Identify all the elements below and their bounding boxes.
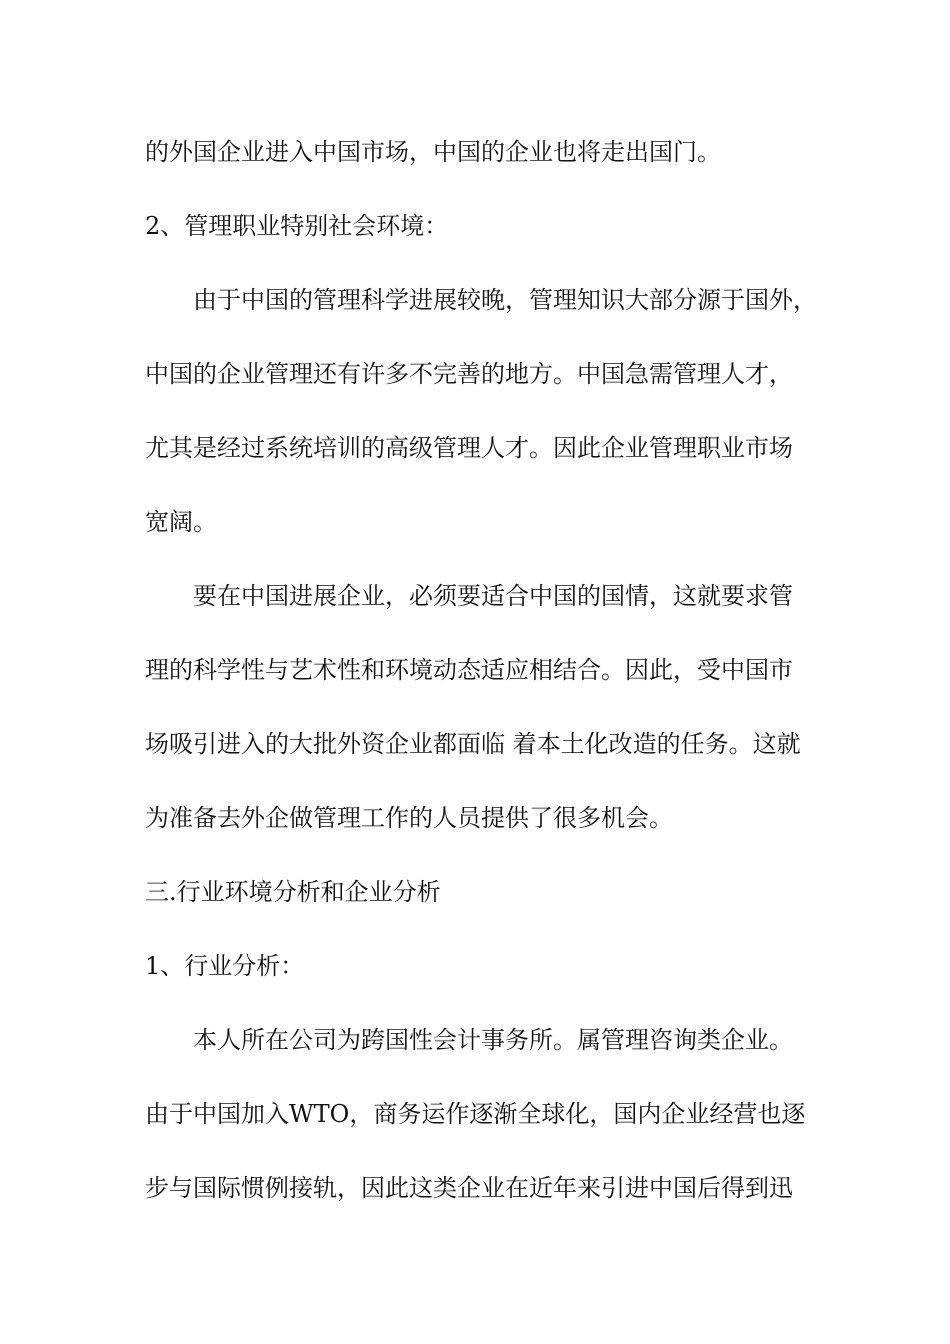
text-line: 宽阔。 [145, 508, 217, 536]
section-heading: 三.行业环境分析和企业分析 [145, 878, 441, 906]
text-line: 的外国企业进入中国市场，中国的企业也将走出国门。 [145, 138, 721, 166]
paragraph-start: 由于中国的管理科学进展较晚，管理知识大部分源于国外， [193, 286, 817, 314]
text-line: 由于中国加入WTO，商务运作逐渐全球化，国内企业经营也逐 [145, 1100, 806, 1128]
text-line: 场吸引进入的大批外资企业都面临 着本土化改造的任务。这就 [145, 730, 801, 758]
text-line: 为准备去外企做管理工作的人员提供了很多机会。 [145, 804, 673, 832]
text-line: 中国的企业管理还有许多不完善的地方。中国急需管理人才， [145, 360, 793, 388]
section-heading: 1、行业分析： [145, 952, 305, 980]
text-line: 理的科学性与艺术性和环境动态适应相结合。因此，受中国市 [145, 656, 793, 684]
section-heading: 2、管理职业特别社会环境： [145, 212, 449, 240]
text-line: 尤其是经过系统培训的高级管理人才。因此企业管理职业市场 [145, 434, 793, 462]
paragraph-start: 要在中国进展企业，必须要适合中国的国情，这就要求管 [193, 582, 793, 610]
text-line: 步与国际惯例接轨，因此这类企业在近年来引进中国后得到迅 [145, 1174, 793, 1202]
paragraph-start: 本人所在公司为跨国性会计事务所。属管理咨询类企业。 [193, 1026, 793, 1054]
